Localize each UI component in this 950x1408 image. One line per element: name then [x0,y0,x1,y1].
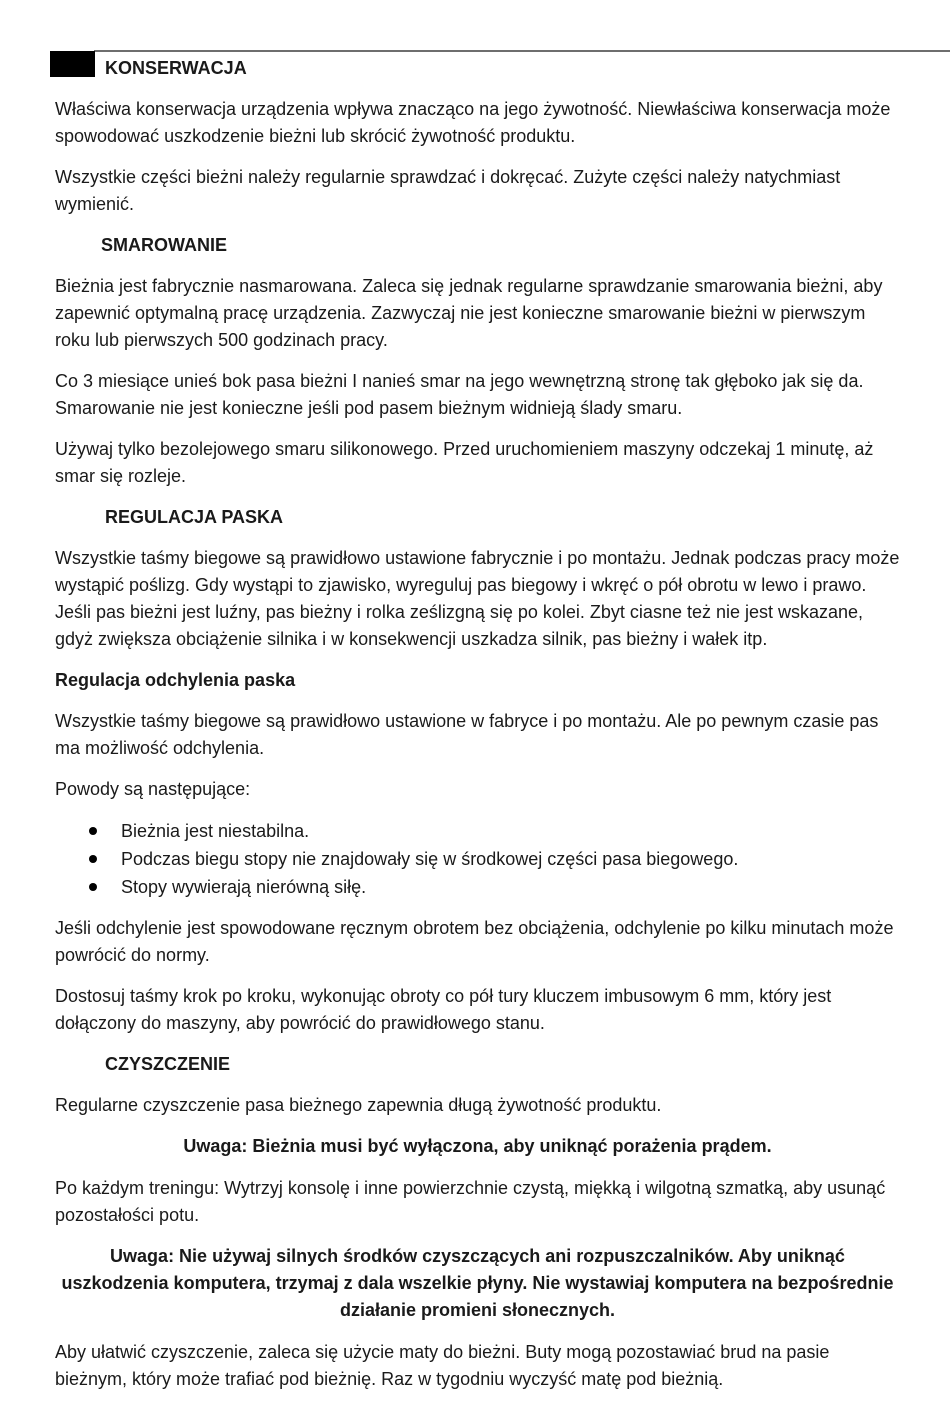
reasons-list [55,817,900,901]
list-item-text: Bieżnia jest niestabilna. [121,821,310,841]
list-item-text: Podczas biegu stopy nie znajdowały się w środkowej części pasa biegowego. [121,849,739,869]
bullet-icon [89,883,97,891]
reasons-label: Powody są następujące: [55,779,251,799]
list-item-text: Stopy wywierają nierówną siłę. [121,877,367,897]
cleaning-agents-warning: Uwaga: Nie używaj silnych środków czyszczących ani rozpuszczalników. Aby uniknąć uszkodzenia komputera, trzymaj z dala wszelkie płyny. Nie wystawiaj komputera na bezpośrednie działanie promieni słonecznych. [61,1246,894,1320]
power-off-warning: Uwaga: Bieżnia musi być wyłączona, aby uniknąć porażenia prądem. [183,1136,772,1156]
deviation-heading: Regulacja odchylenia paska [55,670,296,690]
lubrication-paragraph: Co 3 miesiące unieś bok pasa bieżni I nanieś smar na jego wewnętrzną stronę tak głęboko jak się da. Smarowanie nie jest konieczne jeśli pod pasem bieżnym widnieją ślady smaru. [55,371,864,418]
list-item [55,845,900,873]
belt-adjustment-heading: REGULACJA PASKA [105,507,284,527]
bullet-icon [89,855,97,863]
deviation-intro: Wszystkie taśmy biegowe są prawidłowo ustawione w fabryce i po montażu. Ale po pewnym czasie pas ma możliwość odchylenia. [55,711,879,758]
section-title: KONSERWACJA [105,58,247,78]
document-page [55,55,900,1407]
list-item [55,817,900,845]
cleaning-heading: CZYSZCZENIE [105,1054,231,1074]
intro-paragraph: Wszystkie części bieżni należy regularnie sprawdzać i dokręcać. Zużyte części należy natychmiast wymienić. [55,167,841,214]
list-item [55,873,900,901]
lubrication-paragraph: Używaj tylko bezolejowego smaru silikonowego. Przed uruchomieniem maszyny odczekaj 1 minutę, aż smar się rozleje. [55,439,874,486]
bullet-icon [89,827,97,835]
cleaning-intro: Regularne czyszczenie pasa bieżnego zapewnia długą żywotność produktu. [55,1095,662,1115]
mat-tip-paragraph: Aby ułatwić czyszczenie, zaleca się użycie maty do bieżni. Buty mogą pozostawiać brud na pasie bieżnym, który może trafiać pod bieżnię. Raz w tygodniu wyczyść matę pod bieżnią. [55,1342,830,1389]
header-rule [94,50,950,52]
lubrication-heading: SMAROWANIE [101,235,227,255]
lubrication-paragraph: Bieżnia jest fabrycznie nasmarowana. Zaleca się jednak regularne sprawdzanie smarowania bieżni, aby zapewnić optymalną pracę urządzenia. Zazwyczaj nie jest konieczne smarowanie bieżni w pierwszym roku lub pierwszych 500 godzinach pracy. [55,276,883,350]
after-training-paragraph: Po każdym treningu: Wytrzyj konsolę i inne powierzchnie czystą, miękką i wilgotną szmatką, aby usunąć pozostałości potu. [55,1178,886,1225]
belt-adjustment-paragraph: Wszystkie taśmy biegowe są prawidłowo ustawione fabrycznie i po montażu. Jednak podczas pracy może wystąpić poślizg. Gdy wystąpi to zjawisko, wyreguluj pas biegowy i wkręć o pół obrotu w lewo i prawo. Jeśli pas bieżni jest luźny, pas bieżny i rolka ześlizgną się po kolei. Zbyt ciasne też nie jest wskazane, gdyż zwiększa obciążenie silnika i w konsekwencji uszkadza silnik, pas bieżny i wałek itp. [55,548,900,649]
intro-paragraph: Właściwa konserwacja urządzenia wpływa znacząco na jego żywotność. Niewłaściwa konserwacja może spowodować uszkodzenie bieżni lub skrócić żywotność produktu. [55,99,891,146]
deviation-paragraph: Dostosuj taśmy krok po kroku, wykonując obroty co pół tury kluczem imbusowym 6 mm, który jest dołączony do maszyny, aby powrócić do prawidłowego stanu. [55,986,832,1033]
deviation-paragraph: Jeśli odchylenie jest spowodowane ręcznym obrotem bez obciążenia, odchylenie po kilku minutach może powrócić do normy. [55,918,894,965]
